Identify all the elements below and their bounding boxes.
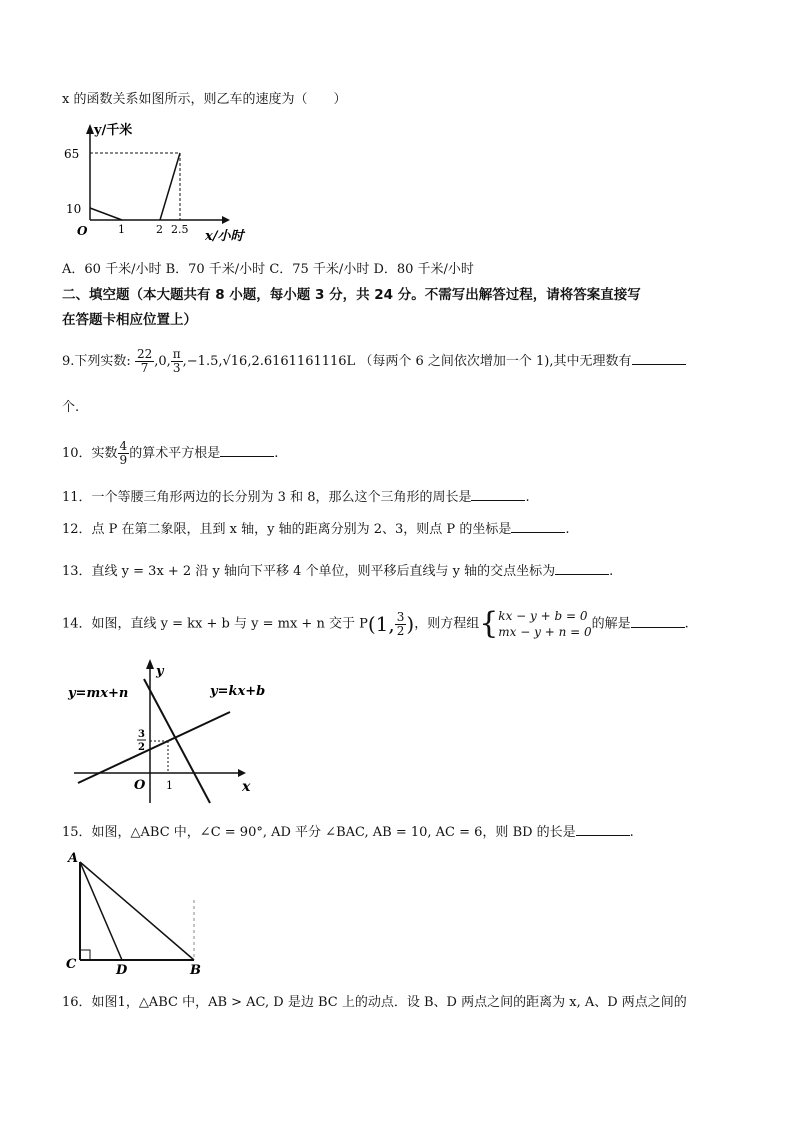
- graph2-line1-label: y=mx+n: [68, 686, 129, 701]
- graph2-y-axis-label: y: [156, 664, 164, 679]
- graph2-x-tick-1: 1: [166, 779, 173, 792]
- q15-answer-blank[interactable]: [576, 821, 630, 836]
- graph2-y-tick-den: 2: [138, 742, 145, 753]
- q10-answer-blank[interactable]: [220, 442, 274, 457]
- graph1-y-tick-65: 65: [64, 147, 80, 161]
- question-12: 12．点 P 在第二象限，且到 x 轴，y 轴的距离分别为 2、3，则点 P 的坐标是 .: [62, 518, 569, 540]
- graph1-x-tick-2-5: 2.5: [171, 223, 189, 236]
- label-B: B: [190, 963, 201, 978]
- question-15: 15．如图，△ABC 中，∠C = 90°, AD 平分 ∠BAC, AB = 10, AC = 6，则 BD 的长是 .: [62, 821, 634, 843]
- graph1-x-tick-2: 2: [156, 223, 163, 236]
- graph1-origin: O: [77, 224, 88, 238]
- question-16: 16．如图1，△ABC 中，AB > AC, D 是边 BC 上的动点．设 B、D 两点之间的距离为 x, A、D 两点之间的: [62, 995, 687, 1010]
- q12-answer-blank[interactable]: [511, 518, 565, 533]
- graph2-x-axis-label: x: [242, 779, 251, 795]
- q11-answer-blank[interactable]: [471, 486, 525, 501]
- label-C: C: [66, 957, 77, 972]
- section-title-line-1: 二、填空题（本大题共有 8 小题，每小题 3 分，共 24 分。不需写出解答过程，请将答案直接写: [62, 287, 641, 303]
- label-D: D: [116, 963, 128, 978]
- q10-fraction: $\frac{4}{9}$: [119, 439, 128, 467]
- q9-answer-blank[interactable]: [632, 350, 686, 365]
- answer-options: A．60 千米/小时 B．70 千米/小时 C．75 千米/小时 D．80 千米/小时: [62, 262, 474, 277]
- two-lines-graph: [60, 655, 280, 805]
- q9-pi-fraction: $\frac{\pi}{3}$: [172, 347, 181, 375]
- q14-answer-blank[interactable]: [631, 613, 685, 628]
- right-triangle-figure: [62, 850, 212, 980]
- q9-prefix: 9.下列实数:: [62, 354, 131, 369]
- q9-fraction: $\frac{22}{7}$: [136, 347, 153, 375]
- graph2-line2-label: y=kx+b: [210, 684, 266, 699]
- graph1-y-tick-10: 10: [66, 202, 82, 216]
- question-13: 13．直线 y = 3x + 2 沿 y 轴向下平移 4 个单位，则平移后直线与 y 轴的交点坐标为 .: [62, 560, 613, 582]
- question-10: 10．实数 $\frac{4}{9}$ 的算术平方根是 .: [62, 439, 279, 467]
- section-title-line-2: 在答题卡相应位置上）: [62, 312, 197, 328]
- graph2-origin: O: [134, 778, 146, 793]
- graph2-y-tick-num: 3: [138, 729, 145, 740]
- question-9-tail: 个.: [62, 400, 80, 415]
- question-9: 9.下列实数: $\frac{22}{7}$ ,0, $\frac{\pi}{3}$ ,−1.5,√16,2.6161161116L （每两个 6 之间依次增加一个 1),其中无理数有: [62, 348, 686, 375]
- intro-line: x 的函数关系如图所示，则乙车的速度为（ ）: [62, 92, 347, 107]
- q14-point-fraction: $\frac{3}{2}$: [396, 609, 405, 638]
- q9-rest: ,−1.5,√16,2.6161161116L: [182, 354, 356, 369]
- graph1-x-tick-1: 1: [118, 223, 125, 236]
- distance-time-graph: [60, 120, 260, 248]
- label-A: A: [68, 851, 79, 866]
- q13-answer-blank[interactable]: [555, 560, 609, 575]
- graph1-y-label: y/千米: [94, 123, 133, 138]
- q14-equation-system: kx − y + b = 0 mx − y + n = 0: [498, 609, 592, 639]
- graph1-x-label: x/小时: [205, 229, 244, 244]
- q9-note: （每两个 6 之间依次增加一个 1),其中无理数有: [359, 354, 632, 369]
- question-11: 11．一个等腰三角形两边的长分别为 3 和 8，那么这个三角形的周长是 .: [62, 486, 530, 508]
- question-14: 14．如图，直线 y = kx + b 与 y = mx + n 交于 P(1, $\frac{3}{2}$ )，则方程组{ kx − y + b = 0 mx − y + n = 0 的解是 .: [62, 606, 689, 641]
